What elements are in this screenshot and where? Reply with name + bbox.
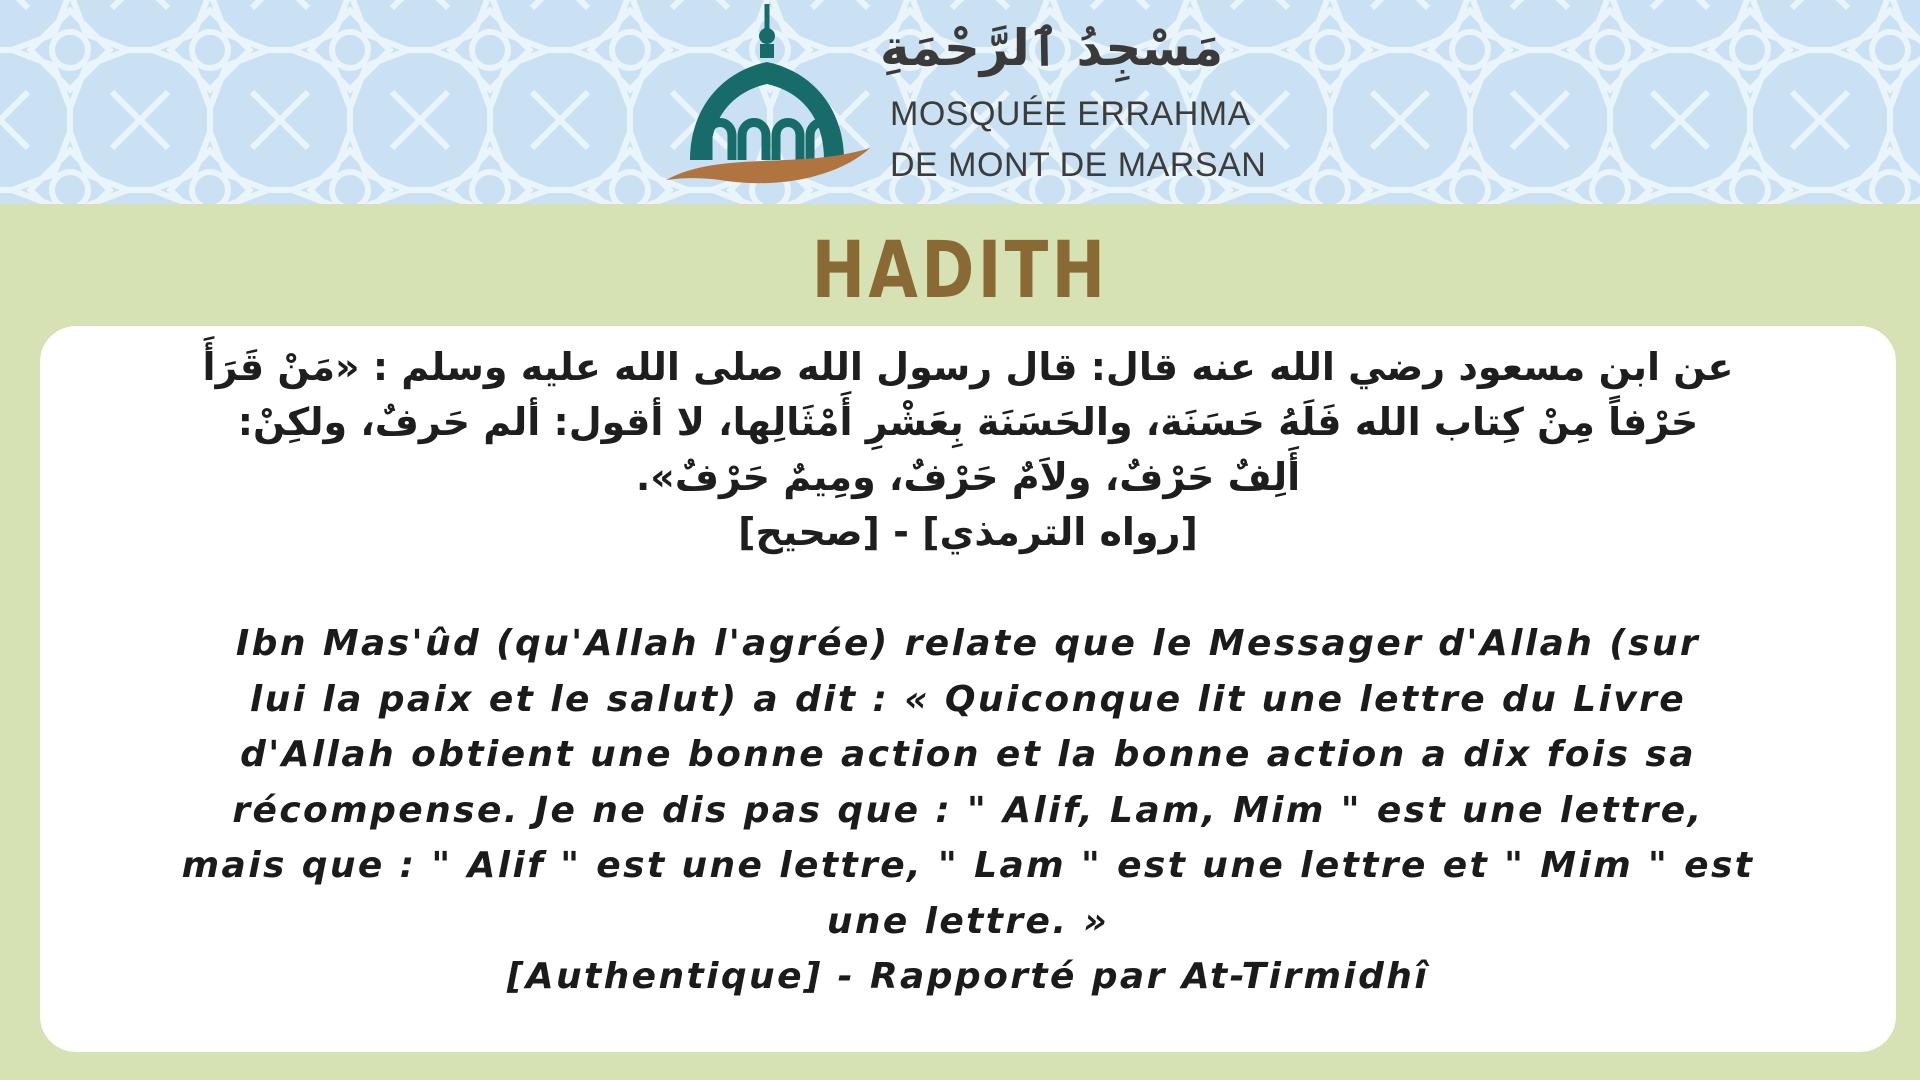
french-line: lui la paix et le salut) a dit : « Quiconque lit une lettre du Livre [249, 678, 1687, 720]
mosque-logo [660, 0, 1300, 204]
mosque-name-line2: DE MONT DE MARSAN [890, 146, 1267, 184]
hadith-card [40, 326, 1896, 1052]
mosque-name-line1: MOSQUÉE ERRAHMA [890, 95, 1251, 133]
french-source: [Authentique] - Rapporté par At-Tirmidhî [506, 956, 1430, 997]
french-line: d'Allah obtient une bonne action et la bonne action a dix fois sa [240, 734, 1696, 775]
mosque-dome-logo-icon [660, 0, 880, 204]
arabic-hadith [90, 340, 1846, 560]
french-line: Ibn Mas'ûd (qu'Allah l'agrée) relate que le Messager d'Allah (sur [235, 623, 1701, 664]
french-line: récompense. Je ne dis pas que : " Alif, Lam, Mim " est une lettre, [232, 789, 1704, 831]
arabic-source: [رواه الترمذي] - [صحيح] [738, 510, 1198, 554]
arabic-line: عن ابن مسعود رضي الله عنه قال: قال رسول الله صلى الله عليه وسلم : «مَنْ قَرَأَ [202, 345, 1734, 389]
french-translation [70, 616, 1866, 1005]
page-title: HADITH [811, 226, 1109, 316]
header-banner [0, 0, 1920, 204]
arabic-line: حَرْفاً مِنْ كِتاب الله فَلَهُ حَسَنَة، والحَسَنَة بِعَشْرِ أَمْثَالِها، لا أقول: ألم حَرفٌ، ولكِنْ: [237, 400, 1699, 444]
mosque-arabic-name: مَسْجِدُ ٱلرَّحْمَةِ [880, 19, 1224, 77]
arabic-line: أَلِفٌ حَرْفٌ، ولاَمٌ حَرْفٌ، ومِيمٌ حَرْفٌ». [635, 455, 1301, 499]
french-line: une lettre. » [826, 900, 1110, 942]
french-line: mais que : " Alif " est une lettre, " Lam " est une lettre et " Mim " est [181, 845, 1755, 886]
